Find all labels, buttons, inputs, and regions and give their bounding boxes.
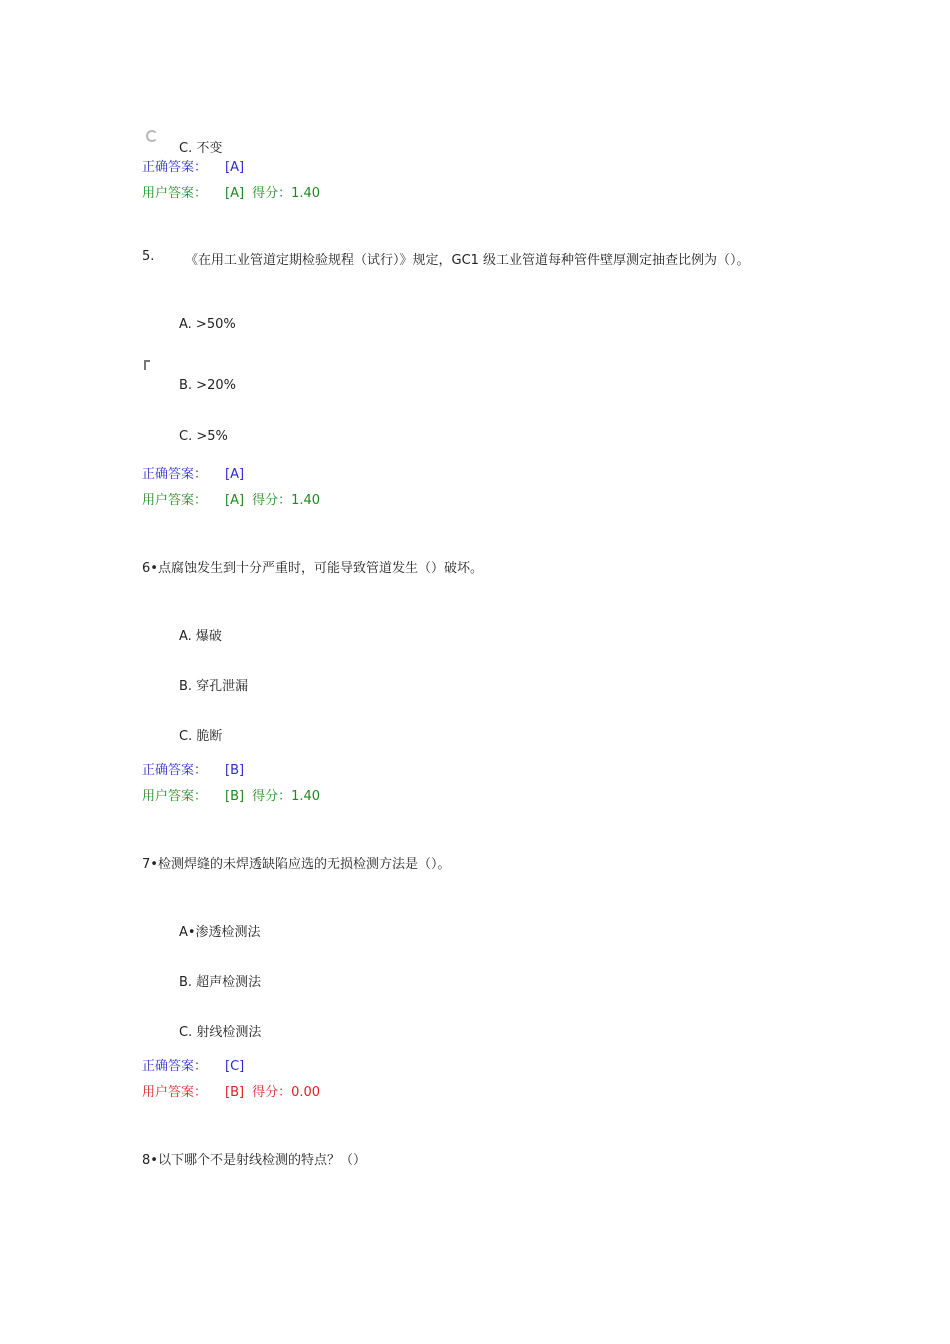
q7-option-c[interactable]: C. 射线检测法 xyxy=(179,1025,262,1040)
score: 得分：1.40 xyxy=(252,789,321,804)
correct-answer-value: [A] xyxy=(225,467,245,482)
q5-question-text: 《在用工业管道定期检验规程（试行）》规定，GC1 级工业管道每种管件壁厚测定抽查比例为（）。 xyxy=(185,253,750,268)
q6-option-a[interactable]: A. 爆破 xyxy=(179,629,222,644)
correct-answer-value: [B] xyxy=(225,763,245,778)
q5-option-a[interactable]: A. >50% xyxy=(179,317,236,332)
user-answer-label: 用户答案： xyxy=(142,1085,208,1100)
radio-loading-icon[interactable] xyxy=(146,130,158,142)
correct-answer-label: 正确答案： xyxy=(142,160,208,175)
user-answer-value: [B] xyxy=(225,1085,245,1100)
q6-user-answer xyxy=(142,785,320,804)
q7-option-b[interactable]: B. 超声检测法 xyxy=(179,975,262,990)
correct-answer-label: 正确答案： xyxy=(142,467,208,482)
q6-question-text: 6•点腐蚀发生到十分严重时，可能导致管道发生（）破坏。 xyxy=(142,561,483,576)
q7-correct-answer xyxy=(142,1055,244,1074)
correct-answer-label: 正确答案： xyxy=(142,763,208,778)
user-answer-label: 用户答案： xyxy=(142,789,208,804)
q5-option-c[interactable]: C. >5% xyxy=(179,429,228,444)
q6-option-b[interactable]: B. 穿孔泄漏 xyxy=(179,679,249,694)
user-answer-value: [B] xyxy=(225,789,245,804)
q4-correct-answer xyxy=(142,156,244,175)
q6-correct-answer xyxy=(142,759,244,778)
user-answer-value: [A] xyxy=(225,493,245,508)
user-answer-value: [A] xyxy=(225,186,245,201)
correct-answer-value: [C] xyxy=(225,1059,245,1074)
q5-number: 5. xyxy=(142,249,155,264)
score: 得分：1.40 xyxy=(252,186,321,201)
q7-question-text: 7•检测焊缝的未焊透缺陷应选的无损检测方法是（）。 xyxy=(142,857,451,872)
q6-option-c[interactable]: C. 脆断 xyxy=(179,729,223,744)
user-answer-label: 用户答案： xyxy=(142,186,208,201)
correct-answer-value: [A] xyxy=(225,160,245,175)
user-answer-label: 用户答案： xyxy=(142,493,208,508)
q4-option-c[interactable]: C. 不变 xyxy=(179,141,223,156)
q7-user-answer xyxy=(142,1081,320,1100)
q8-question-text: 8•以下哪个不是射线检测的特点？（） xyxy=(142,1153,366,1168)
q7-option-a[interactable]: A•渗透检测法 xyxy=(179,925,261,940)
q4-user-answer xyxy=(142,182,320,201)
q5-correct-answer xyxy=(142,463,244,482)
cursor-icon xyxy=(144,360,150,370)
score: 得分：0.00 xyxy=(252,1085,321,1100)
correct-answer-label: 正确答案： xyxy=(142,1059,208,1074)
q5-option-b[interactable]: B. >20% xyxy=(179,378,236,393)
q5-user-answer xyxy=(142,489,320,508)
score: 得分：1.40 xyxy=(252,493,321,508)
